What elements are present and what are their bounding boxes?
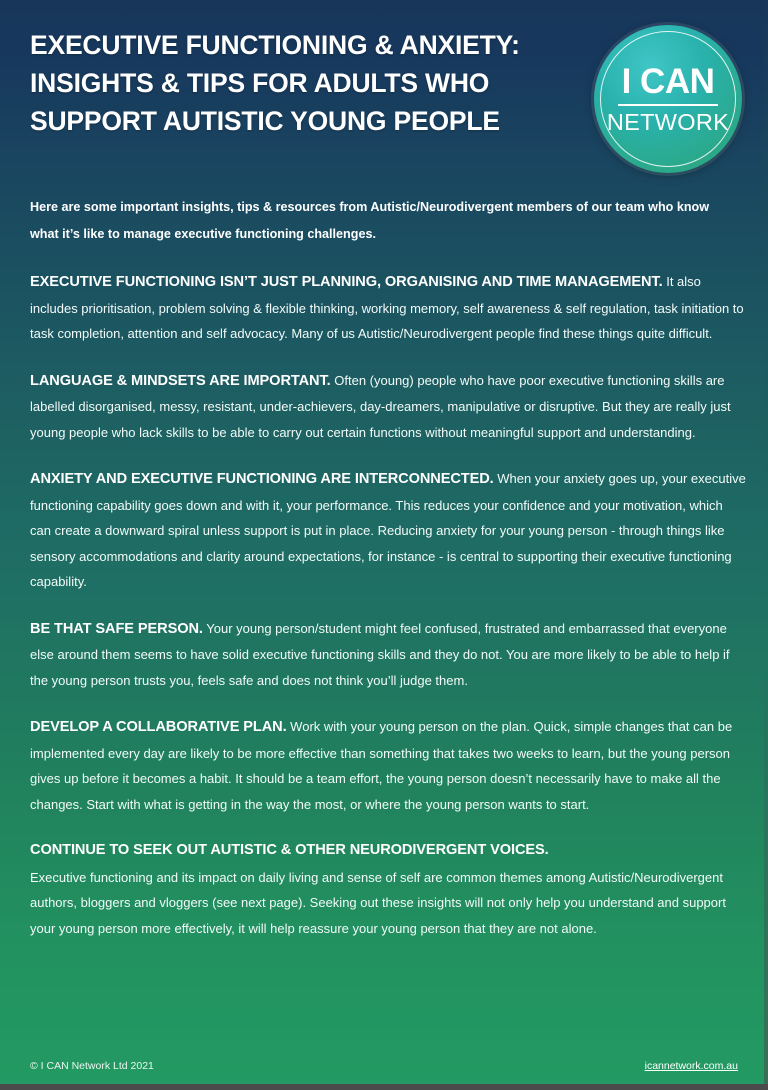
i-can-network-logo — [594, 25, 742, 173]
right-edge-strip — [764, 0, 768, 1090]
section-body: It also includes prioritisation, problem solving & flexible thinking, working memory, self awareness & self regulation, task initiation to task completion, attention and self advocacy. Many of us Autistic/Neurodivergent people find these things quite difficult. — [30, 274, 744, 341]
page-header — [0, 0, 768, 182]
page-footer — [0, 1048, 768, 1084]
section-paragraph — [30, 269, 746, 347]
logo-primary-text: I CAN — [618, 64, 719, 106]
copyright-text: © I CAN Network Ltd 2021 — [30, 1060, 154, 1072]
section-heading: EXECUTIVE FUNCTIONING ISN’T JUST PLANNING, ORGANISING AND TIME MANAGEMENT. — [30, 274, 663, 290]
website-link[interactable]: icannetwork.com.au — [644, 1060, 738, 1072]
section-body: Executive functioning and its impact on daily living and sense of self are common themes among Autistic/Neurodivergent authors, bloggers and vloggers (see next page). Seeking out these insights will not only help you understand and support your young person more effectively, it will help reassure your young person that they are not alone. — [30, 869, 726, 936]
bottom-edge-strip — [0, 1084, 768, 1090]
section-body: Your young person/student might feel confused, frustrated and embarrassed that everyone else around them seems to have solid executive functioning skills and they do not. You are more likely to be able to help if the young person trusts you, feels safe and does not think you’ll judge them. — [30, 620, 730, 688]
section-heading: BE THAT SAFE PERSON. — [30, 620, 203, 637]
section-paragraph — [30, 466, 746, 595]
sections-list — [30, 269, 746, 941]
section-heading: ANXIETY AND EXECUTIVE FUNCTIONING ARE INTERCONNECTED. — [30, 471, 494, 487]
section-paragraph — [30, 838, 746, 941]
section-paragraph — [30, 616, 746, 694]
page-title: EXECUTIVE FUNCTIONING & ANXIETY: INSIGHTS & TIPS FOR ADULTS WHO SUPPORT AUTISTIC YOUNG PEOPLE — [30, 30, 520, 136]
intro-paragraph: Here are some important insights, tips & resources from Autistic/Neurodivergent members of our team who know what it’s like to manage executive functioning challenges. — [30, 200, 710, 241]
logo-secondary-text: NETWORK — [606, 108, 730, 135]
section-heading: DEVELOP A COLLABORATIVE PLAN. — [30, 719, 287, 735]
section-paragraph — [30, 714, 746, 817]
section-body: When your anxiety goes up, your executive functioning capability goes down and with it, your performance. This reduces your confidence and your motivation, which can create a downward spiral unless support is put in place. Reducing anxiety for your young person - through things like sensory accommodations and clarity around expectations, for instance - is central to supporting their executive functioning capability. — [30, 471, 746, 589]
page-content — [0, 194, 768, 941]
section-body: Work with your young person on the plan. Quick, simple changes that can be implemented every day are likely to be more effective than something that takes two weeks to learn, but the young person gives up before it becomes a habit. It should be a team effort, the young person doesn’t necessarily have to make all the changes. Start with what is getting in the way the most, or where the young person wants to start. — [30, 719, 733, 812]
section-body: Often (young) people who have poor executive functioning skills are labelled disorganised, messy, resistant, under-achievers, day-dreamers, manipulative or disruptive. But they are really just young people who lack skills to be able to carry out certain functions without meaningful support and understanding. — [30, 372, 731, 440]
section-paragraph — [30, 368, 746, 446]
section-heading: CONTINUE TO SEEK OUT AUTISTIC & OTHER NEURODIVERGENT VOICES. — [30, 842, 549, 858]
section-heading: LANGUAGE & MINDSETS ARE IMPORTANT. — [30, 372, 331, 389]
